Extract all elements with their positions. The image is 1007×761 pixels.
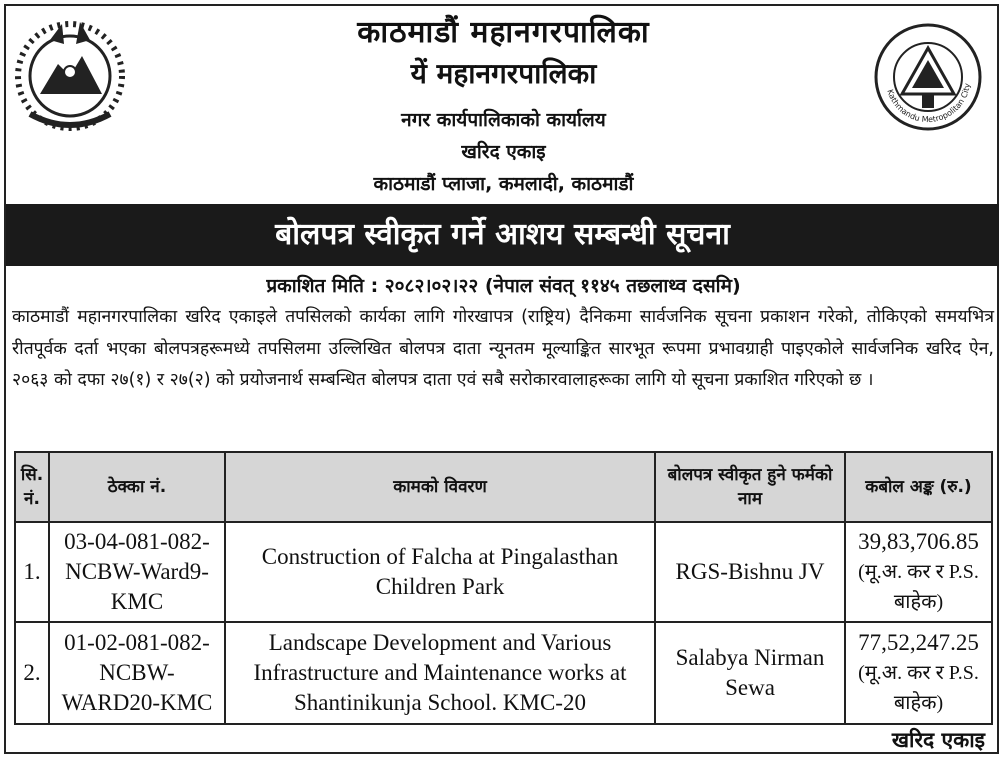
address: काठमाडौं प्लाजा, कमलादी, काठमाडौं bbox=[373, 173, 634, 195]
org-title-script: यें महानगरपालिका bbox=[410, 57, 597, 90]
row-amount-note: (मू.अ. कर र P.S. बाहेक) bbox=[858, 662, 979, 714]
row-firm: Salabya Nirman Sewa bbox=[655, 622, 845, 724]
office-name: नगर कार्यपालिकाको कार्यालय bbox=[401, 109, 606, 131]
row-amount: 77,52,247.25 bbox=[858, 630, 979, 655]
header-description: कामको विवरण bbox=[225, 452, 655, 522]
row-amount-cell bbox=[845, 622, 992, 724]
org-title: काठमाडौं महानगरपालिका bbox=[357, 15, 650, 50]
row-firm: RGS-Bishnu JV bbox=[655, 522, 845, 622]
row-amount-cell bbox=[845, 522, 992, 622]
notice-heading: बोलपत्र स्वीकृत गर्ने आशय सम्बन्धी सूचना bbox=[6, 204, 999, 266]
row-amount: 39,83,706.85 bbox=[858, 529, 979, 554]
published-date: प्रकाशित मिति : २०८२।०२।२२ (नेपाल संवत् ११४५ तछलाथ्व दसमि) bbox=[266, 275, 741, 297]
header-sn: सि. नं. bbox=[15, 452, 49, 522]
row-amount-note: (मू.अ. कर र P.S. बाहेक) bbox=[858, 561, 979, 613]
row-description: Landscape Development and Various Infrastructure and Maintenance works at Shantinikunja School. KMC-20 bbox=[225, 622, 655, 724]
footer-signature: खरिद एकाइ bbox=[891, 728, 985, 752]
header-contract: ठेक्का नं. bbox=[49, 452, 225, 522]
table-header-row bbox=[15, 452, 992, 522]
table-row bbox=[15, 522, 992, 622]
row-sn: 2. bbox=[15, 622, 49, 724]
table-row bbox=[15, 622, 992, 724]
notice-body: काठमाडौं महानगरपालिका खरिद एकाइले तपसिलको कार्यका लागि गोरखापत्र (राष्ट्रिय) दैनिकमा सार्वजनिक सूचना प्रकाशन गरेको, तोकिएको समयभित्र रीतपूर्वक दर्ता भएका बोलपत्रहरूमध्ये तपसिलमा उल्लिखित बोलपत्र दाता न्यूनतम मूल्याङ्कित सारभूत रूपमा प्रभावग्राही पाइएकोले सार्वजनिक खरिद ऐन, २०६३ को दफा २७(१) र २७(२) को प्रयोजनार्थ सम्बन्धित बोलपत्र दाता एवं सबै सरोकारवालाहरूका लागि यो सूचना प्रकाशित गरिएको छ । bbox=[12, 307, 994, 390]
row-contract: 01-02-081-082-NCBW-WARD20-KMC bbox=[49, 622, 225, 724]
unit-name: खरिद एकाइ bbox=[461, 141, 546, 163]
row-sn: 1. bbox=[15, 522, 49, 622]
header-firm: बोलपत्र स्वीकृत हुने फर्मको नाम bbox=[655, 452, 845, 522]
header-amount: कबोल अङ्क (रु.) bbox=[845, 452, 992, 522]
seal-text: Kathmandu Metropolitan City bbox=[885, 82, 972, 125]
row-description: Construction of Falcha at Pingalasthan Children Park bbox=[225, 522, 655, 622]
award-table bbox=[14, 451, 993, 725]
row-contract: 03-04-081-082-NCBW-Ward9-KMC bbox=[49, 522, 225, 622]
